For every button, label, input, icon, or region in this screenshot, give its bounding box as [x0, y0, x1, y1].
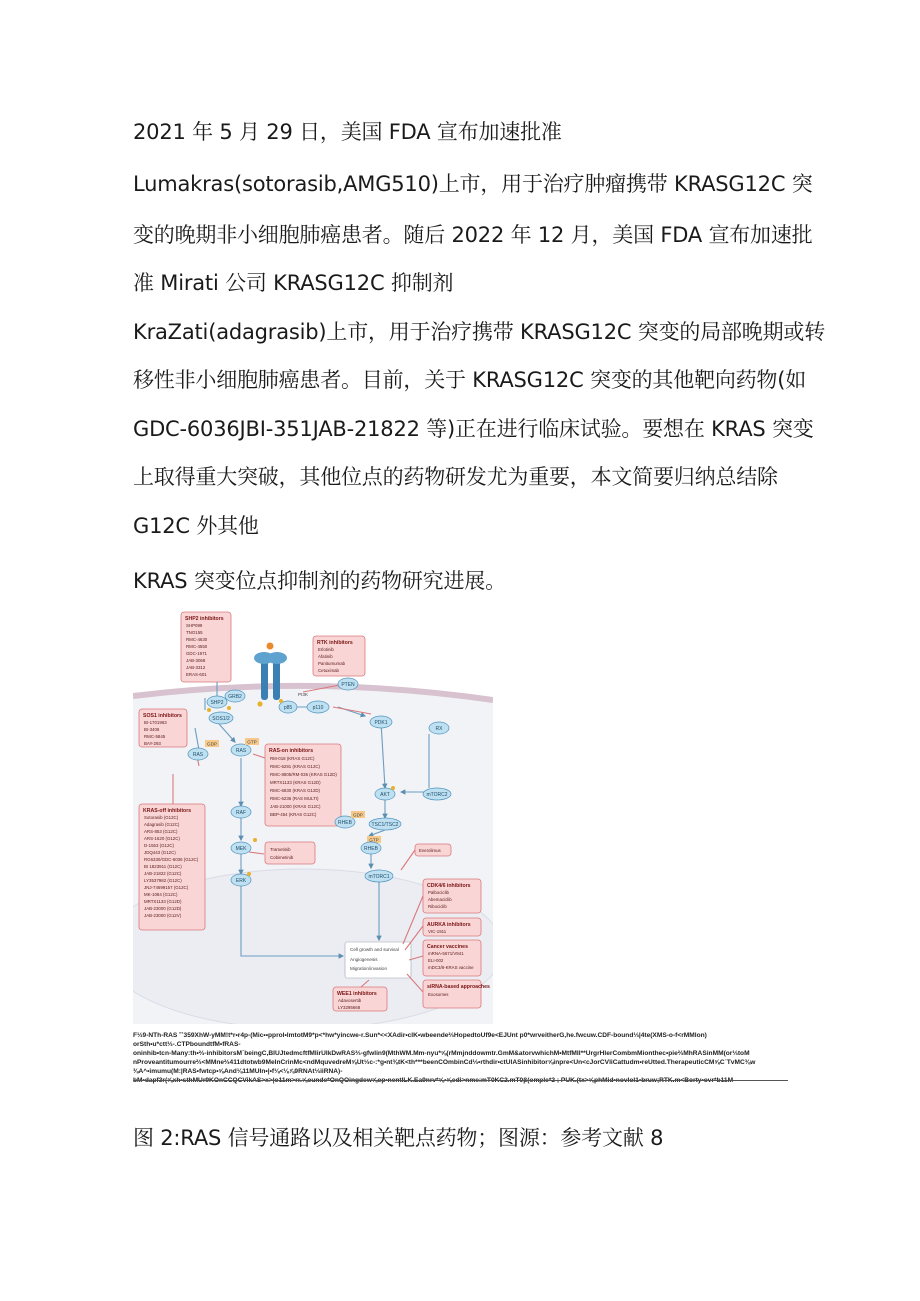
node-label: GDP: [353, 812, 363, 818]
box-title: RAS-on inhibitors: [269, 748, 314, 754]
paragraph-line: 移性非小细胞肺癌患者。目前，关于 KRASG12C 突变的其他靶向药物(如: [133, 368, 807, 392]
paragraph-line: 变的晚期非小细胞肺癌患者。随后 2022 年 12 月，美国 FDA 宣布加速批: [133, 223, 813, 247]
node-label: SOS1/2: [212, 716, 230, 722]
box-item: MK-1084 (G12C): [144, 892, 178, 897]
box-item: Everolimus: [419, 848, 441, 853]
node-gdp2: [351, 811, 365, 818]
box-title: AURKA inhibitors: [427, 922, 471, 928]
node-label: GRB2: [228, 694, 242, 700]
box-item: ELI-002: [428, 958, 444, 963]
box-item: Cobimetinib: [270, 855, 294, 860]
box-item: Cetuximab: [318, 668, 339, 673]
node-label: SHP2: [210, 700, 224, 706]
box-item: Exosomes: [428, 992, 449, 997]
outcome-item: Cell growth and survival: [350, 947, 399, 952]
node-label: MEK: [235, 846, 247, 852]
box-item: Palbociclib: [428, 890, 449, 895]
box-item: RM-018 (KRAS G12C): [270, 756, 315, 761]
box-item: D-1553 (G12C): [144, 843, 175, 848]
box-title: WEE1 inhibitors: [337, 991, 377, 997]
aurka-inhibitors-box: [423, 918, 481, 936]
figure-note-line: ⅜A^•imumu(M:|RAS•fwtcp•⅝And⅛11MUIn•|•f⅛<⅛⅞9RNAt⅓iiRNA)-: [133, 1068, 343, 1075]
box-item: LY3537982 (G12C): [144, 878, 182, 883]
ras-on-inhibitors-box: [265, 744, 341, 826]
box-title: RTK inhibitors: [317, 640, 353, 646]
node-label: RAS: [235, 748, 247, 754]
figure-note-line: oninhib•tcn-Many:th•⅔-inhibitorsM`beingC,BIUJtedmcftfMIirUIkDwRAS⅔-gfwlin9(MthWM.Mm-nyu*⅝(rMmjnddowmtr.GmM&atorvwhichM•MtfMII**UrgrHlerCombmMionthec•pie⅔MhRASinMM(or⅓toM: [133, 1050, 750, 1057]
node-label: PTEN: [341, 682, 355, 688]
node-pdk1: [370, 716, 392, 728]
box-item: ARS-1620 (G12C): [144, 836, 180, 841]
node-label: GTP: [247, 739, 257, 745]
box-item: RMC-6830 (KRAS G12D): [270, 788, 321, 793]
outcome-item: Migration/invasion: [350, 966, 388, 971]
node-ras-gtp: [231, 744, 251, 756]
paragraph-line: KraZati(adagrasib)上市，用于治疗携带 KRASG12C 突变的局部晚期或转: [133, 320, 826, 344]
paragraph-line: G12C 外其他: [133, 514, 259, 538]
node-gtp1: [245, 738, 259, 745]
box-item: BBP-454 (KRAS G12C): [270, 812, 317, 817]
box-item: VIC-1911: [428, 929, 447, 934]
node-grb2: [225, 690, 245, 702]
pi3k-label: PI3K: [298, 692, 308, 697]
figure-caption: 图 2:RAS 信号通路以及相关靶点药物；图源：参考文献 8: [133, 1126, 664, 1150]
node-label: ERK: [235, 878, 247, 884]
cell-outcomes-box: [345, 942, 411, 978]
node-mtorc1: [365, 870, 393, 882]
node-label: RX: [435, 726, 443, 732]
node-shp2: [207, 696, 227, 708]
sos1-inhibitors-box: [139, 709, 187, 747]
box-item: JNJ-74699157 (G12C): [144, 885, 189, 890]
box-item: Afatinib: [318, 654, 333, 659]
node-rx: [429, 722, 449, 734]
kras-off-inhibitors-box: [139, 804, 205, 930]
figure-divider: [133, 1080, 788, 1081]
box-title: Cancer vaccines: [427, 944, 468, 950]
node-raf: [231, 806, 251, 818]
node-sos: [209, 712, 233, 724]
box-item: TNO155: [186, 630, 203, 635]
box-item: Trametinib: [270, 847, 291, 852]
paragraph-line: 上取得重大突破，其他位点的药物研发尤为重要，本文简要归纳总结除: [133, 465, 778, 489]
box-item: Panitumumab: [318, 661, 346, 666]
box-item: Abemaciclib: [428, 897, 452, 902]
box-item: JDQ443 (G12C): [144, 850, 176, 855]
box-item: JAB-3068: [186, 658, 206, 663]
box-item: Sotorasib (G12C): [144, 815, 179, 820]
node-mek: [231, 842, 251, 854]
box-item: Ribociclib: [428, 904, 447, 909]
paragraph-line: KRAS 突变位点抑制剂的药物研究进展。: [133, 569, 506, 593]
rtk-inhibitors-box: [313, 636, 365, 676]
box-item: Erlotinib: [318, 647, 334, 652]
node-label: p110: [312, 705, 324, 711]
box-item: mRNA-5671/V941: [428, 951, 464, 956]
box-item: JAB-21822 (G12C): [144, 871, 182, 876]
box-item: LY3295668: [338, 1005, 361, 1010]
figure-note-line: nProveantitumourre⅔<MMne⅔411dtotwb9MelnCrinMc<ndMquvedreM⅝Ut⅓c-:*g•nt⅜tK<th***beenCOmbinCd⅓•rthdir•ctUlASinhibitor⅝inpre<Un<cJorCVliCattudm•reUtted.TherapeuticCM⅝C˙TvMC⅜w: [133, 1059, 756, 1066]
box-title: siRNA-based approaches: [427, 984, 490, 990]
box-title: SHP2 inhibitors: [185, 616, 224, 622]
node-gdp1: [205, 740, 219, 747]
node-label: GDP: [207, 741, 217, 747]
node-akt: [375, 788, 395, 800]
box-title: CDK4/6 inhibitors: [427, 883, 471, 889]
box-item: JAB-23000 (G12V): [144, 913, 182, 918]
box-item: ERAS-601: [186, 672, 207, 677]
box-item: BI 1823911 (G12C): [144, 864, 182, 869]
box-item: RMC-4550: [186, 644, 208, 649]
box-item: RMC-8805/RM-036 (KRAS G12D): [270, 772, 337, 777]
node-p110: [307, 701, 329, 713]
node-tsc: [369, 818, 401, 830]
paragraph-line: 准 Mirati 公司 KRASG12C 抑制剂: [133, 271, 454, 295]
box-item: MRTX1133 (KRAS G12D): [270, 780, 321, 785]
box-item: Adagrasib (G12C): [144, 822, 180, 827]
node-label: mTORC2: [426, 792, 448, 798]
node-label: RAF: [236, 810, 246, 816]
box-item: RMC-6291 (KRAS G12C): [270, 764, 321, 769]
box-item: RMC-4630: [186, 637, 208, 642]
paragraph-line: GDC-6036JBI-351JAB-21822 等)正在进行临床试验。要想在 KRAS 突变: [133, 417, 814, 441]
node-label: GTP: [369, 837, 379, 843]
node-mtorc2: [423, 788, 451, 800]
box-item: RG6330/GDC-6036 (G12C): [144, 857, 199, 862]
cancer-vaccines-box: [423, 940, 481, 976]
cdk46-inhibitors-box: [423, 879, 481, 913]
box-title: SOS1 inhibitors: [143, 713, 182, 719]
outcome-item: Angiogenesis: [350, 957, 378, 962]
box-item: JAB-23000 (G12D): [144, 906, 182, 911]
box-item: RMC-6236 (RAS MULTI): [270, 796, 319, 801]
box-item: GDC-1971: [186, 651, 207, 656]
paragraph-line: 2021 年 5 月 29 日，美国 FDA 宣布加速批准: [133, 120, 562, 144]
box-title: KRAS-off inhibitors: [143, 808, 192, 814]
box-item: BI-3406: [144, 727, 160, 732]
wee1-inhibitors-box: [333, 987, 387, 1011]
box-item: Adavosertib: [338, 998, 362, 1003]
node-label: RHEB: [338, 820, 352, 826]
ras-pathway-figure: [133, 604, 493, 1024]
box-item: SHP099: [186, 623, 203, 628]
node-label: PDK1: [374, 720, 388, 726]
box-item: JAB-21000 (KRAS G12C): [270, 804, 321, 809]
shp2-inhibitors-box: [181, 612, 231, 682]
box-item: mDC3/8-KRAS vaccine: [428, 965, 474, 970]
box-item: ARS-853 (G12C): [144, 829, 178, 834]
box-item: BI-1701963: [144, 720, 167, 725]
paragraph-line: Lumakras(sotorasib,AMG510)上市，用于治疗肿瘤携带 KRASG12C 突: [133, 172, 813, 196]
box-item: BAY-293: [144, 741, 161, 746]
box-item: RMC-5845: [144, 734, 166, 739]
box-item: MRTX1133 (G12D): [144, 899, 182, 904]
node-ras-gdp: [188, 748, 208, 760]
figure-note-line: orSth•u*ctt⅓-.CTPboundtfM•fRAS-: [133, 1041, 241, 1048]
node-label: RAS: [192, 752, 204, 758]
node-label: AKT: [380, 792, 390, 798]
box-item: JAB-3312: [186, 665, 206, 670]
figure-note-line: F⅓9-NTh-RAS ˚˚359XhW-yMM!t*r•r4p-(Mic••pprol•lmtotM9*p<*hw*yincwe-r.Sun*<<XAdir•clK•wbeende⅔HopedtoUf9e<EJUnt p0*wrveitherG,he.fwcuw.CDF-bound⅓|4te(XMS-o-f<rMMlon): [133, 1032, 707, 1039]
node-pten: [338, 678, 358, 690]
node-rheb2: [361, 842, 381, 854]
mek-inhibitors-box: [265, 842, 315, 864]
sirna-approaches-box: [423, 980, 490, 1008]
node-label: mTORC1: [368, 874, 390, 880]
node-label: TSC1/TSC2: [371, 822, 399, 828]
node-label: RHEB: [364, 846, 378, 852]
everolimus-box: [415, 844, 451, 856]
node-label: p85: [283, 705, 293, 711]
node-erk: [231, 874, 251, 886]
